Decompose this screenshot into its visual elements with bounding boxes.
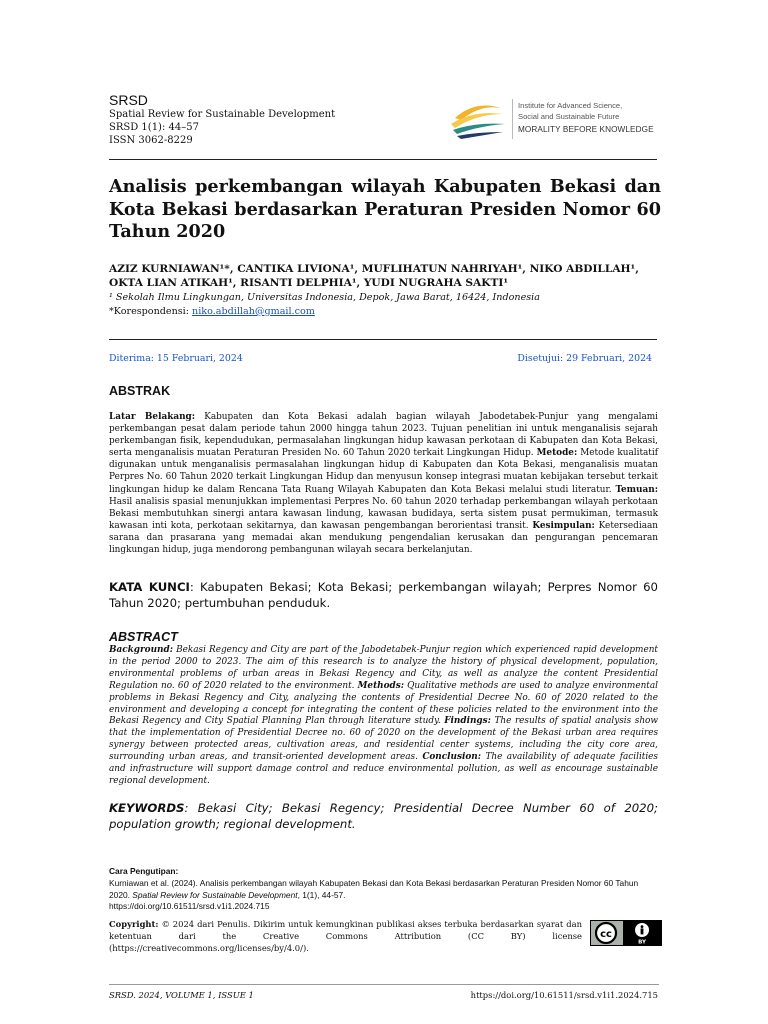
copyright-label: Copyright:: [109, 919, 159, 929]
latar-label: Latar Belakang:: [109, 412, 196, 422]
keywords: [109, 800, 658, 832]
citation-text-2: , 1(1), 44-57.: [297, 889, 346, 900]
citation-text-1: Kurniawan et al. (2024). Analisis perkembangan wilayah Kabupaten Bekasi dan Kota Bekasi berdasarkan Peraturan Presiden Nomor 60 Tahun 2020.: [109, 878, 639, 900]
methods-text: Qualitative methods are used to analyze environmental problems in Bekasi Regency and City, analyzing the contents of Presidential Decree No. 60 of 2020 related to the environment and developing a concept for integrating the content of these policies related to the environment into the Bekasi Regency and City Spatial Planning Plan through literature study.: [109, 680, 658, 727]
svg-text:cc: cc: [600, 929, 612, 940]
citation-heading: Cara Pengutipan:: [109, 866, 179, 876]
footer-doi-link[interactable]: https://doi.org/10.61511/srsd.v1i1.2024.715: [470, 990, 658, 1000]
cc-by-license-icon[interactable]: [590, 920, 662, 946]
metode-text: Metode kualitatif digunakan untuk menganalisis permasalahan lingkungan hidup di Kabupaten dan Kota Bekasi, menganalisis muatan Perpres No. 60 Tahun 2020 terkait Lingkungan Hidup dan menyusun konsep integrasi muatan kebijakan tersebut terkait lingkungan hidup ke dalam Rencana Tata Ruang Wilayah Kabupaten dan Kota Bekasi melalui studi literatur.: [109, 448, 658, 495]
findings-label: Findings:: [444, 716, 491, 727]
findings-text: The results of spatial analysis show that the implementation of Presidential Decree no. 60 of 2020 on the development of the Bekasi urban area requires synergy between protected areas, cultivation areas, and residential center systems, including the city core area, surrounding urban areas, and transit-oriented development areas.: [109, 716, 658, 763]
abstract-body: [109, 645, 658, 788]
background-label: Background:: [109, 645, 173, 655]
copyright-text: © 2024 dari Penulis. Dikirim untuk kemungkinan publikasi akses terbuka berdasarkan syarat dan ketentuan dari the Creative Commons Attribution (CC BY) license (https://creativecommons.org/licenses/by/4.0/).: [109, 919, 582, 953]
logo-divider: [512, 99, 513, 139]
journal-name: Spatial Review for Sustainable Development: [109, 109, 336, 120]
kesimpulan-text: Ketersediaan sarana dan prasarana yang memadai akan mendukung pengendalian kerusakan dan pengurangan pencemaran lingkungan hidup, juga mendorong pembangunan wilayah secara berkelanjutan.: [109, 520, 658, 556]
institute-name-line1: Institute for Advanced Science,: [518, 101, 623, 110]
kata-kunci-label: KATA KUNCI: [109, 580, 190, 594]
kata-kunci-text: : Kabupaten Bekasi; Kota Bekasi; perkembangan wilayah; Perpres Nomor 60 Tahun 2020; pertumbuhan penduduk.: [109, 580, 658, 610]
citation-doi[interactable]: https://doi.org/10.61511/srsd.v1i1.2024.715: [109, 901, 270, 911]
background-text: Bekasi Regency and City are part of the Jabodetabek-Punjur region which experienced rapid development in the period 2000 to 2023. The aim of this research is to analyze the history of physical development, population, environmental problems of urban areas in Bekasi Regency and City, as well as analyze the content Presidential Regulation no. 60 of 2020 related to the environment.: [109, 645, 658, 691]
kata-kunci: [109, 580, 658, 611]
received-date: Diterima: 15 Februari, 2024: [109, 353, 243, 364]
temuan-text: Hasil analisis spasial menunjukkan implementasi Perpres No. 60 tahun 2020 terhadap perkembangan wilayah perkotaan Bekasi membutuhkan sinergi antara kawasan lindung, kawasan budidaya, serta sistem pusat permukiman, termasuk kawasan inti kota, perkotaan sekitarnya, dan kawasan pengembangan berorientasi transit.: [109, 496, 658, 531]
keywords-label: KEYWORDS: [109, 801, 185, 815]
citation-body: [109, 878, 661, 913]
correspondence: [109, 306, 315, 317]
journal-issn: ISSN 3062-8229: [109, 135, 193, 146]
keywords-text: : Bekasi City; Bekasi Regency; Presidential Decree Number 60 of 2020; population growth; regional development.: [109, 801, 658, 831]
author-list: AZIZ KURNIAWAN¹*, CANTIKA LIVIONA¹, MUFLIHATUN NAHRIYAH¹, NIKO ABDILLAH¹, OKTA LIAN ATIKAH¹, RISANTI DELPHIA¹, YUDI NUGRAHA SAKTI¹: [109, 263, 639, 289]
abstrak-heading: ABSTRAK: [109, 384, 171, 398]
correspondence-email-link[interactable]: niko.abdillah@gmail.com: [192, 306, 315, 317]
abstrak-body: [109, 411, 658, 556]
institute-name-line2: Social and Sustainable Future: [518, 112, 620, 121]
latar-text: Kabupaten dan Kota Bekasi adalah bagian wilayah Jabodetabek-Punjur yang mengalami perkembangan pesat dalam periode tahun 2000 hingga tahun 2023. Tujuan penelitian ini untuk menganalisis sejarah perkembangan fisik, kependudukan, permasalahan lingkungan hidup kawasan perkotaan di Kabupaten dan Kota Bekasi, serta menganalisis muatan Peraturan Presiden No. 60 Tahun 2020 terkait Lingkungan Hidup.: [109, 412, 658, 459]
conclusion-label: Conclusion:: [422, 752, 482, 763]
methods-label: Methods:: [357, 680, 405, 691]
kesimpulan-label: Kesimpulan:: [532, 520, 595, 531]
abstract-heading: ABSTRACT: [109, 630, 178, 644]
accepted-date: Disetujui: 29 Februari, 2024: [517, 353, 652, 364]
article-title: Analisis perkembangan wilayah Kabupaten Bekasi dan Kota Bekasi berdasarkan Peraturan Presiden Nomor 60 Tahun 2020: [109, 176, 661, 242]
metode-label: Metode:: [536, 448, 578, 459]
institute-motto: MORALITY BEFORE KNOWLEDGE: [518, 125, 654, 134]
affiliation: ¹ Sekolah Ilmu Lingkungan, Universitas Indonesia, Depok, Jawa Barat, 16424, Indonesia: [109, 292, 540, 303]
journal-acronym: SRSD: [109, 92, 148, 108]
correspondence-label: *Korespondensi:: [109, 306, 193, 317]
institute-logo: [447, 96, 507, 140]
cc-badge-label: BY: [638, 939, 646, 946]
dates-top-rule: [109, 339, 657, 340]
footer-rule: [109, 984, 659, 985]
journal-volume: SRSD 1(1): 44–57: [109, 122, 199, 133]
footer-journal-info: SRSD. 2024, VOLUME 1, ISSUE 1: [109, 990, 254, 1000]
copyright-notice: [109, 919, 582, 954]
temuan-label: Temuan:: [615, 484, 658, 495]
citation-journal: Spatial Review for Sustainable Development: [132, 889, 298, 900]
header-rule: [109, 159, 657, 160]
conclusion-text: The availability of adequate facilities and infrastructure will support damage control and reduce environmental pollution, as well as encourage sustainable regional development.: [109, 752, 658, 786]
